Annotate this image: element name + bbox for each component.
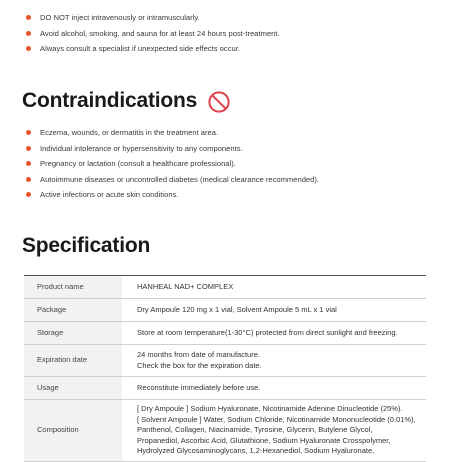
value-line: Propanediol, Ascorbic Acid, Glutathione, Sodium Hyaluronate Crosspolymer, — [137, 435, 391, 445]
table-row — [24, 322, 426, 345]
value-line: Store at room temperature(1-30°C) protected from direct sunlight and freezing. — [137, 327, 398, 337]
specification-table — [24, 275, 426, 462]
precaution-item: Always consult a specialist if unexpected side effects occur. — [23, 43, 280, 59]
specification-heading: Specification — [22, 234, 151, 257]
table-row — [24, 276, 426, 299]
contraindications-heading: Contraindications — [22, 89, 198, 112]
contraindication-item: Pregnancy or lactation (consult a healthcare professional). — [23, 158, 319, 174]
row-label-product-name: Product name — [24, 276, 122, 299]
row-value-product-name — [122, 276, 426, 299]
contraindication-item: Active infections or acute skin conditions. — [23, 189, 319, 205]
row-value-composition — [122, 400, 426, 462]
table-row — [24, 400, 426, 462]
row-label-expiration-date: Expiration date — [24, 345, 122, 377]
precaution-item: Avoid alcohol, smoking, and sauna for at least 24 hours post-treatment. — [23, 28, 280, 44]
value-line: Reconstitute immediately before use. — [137, 382, 261, 392]
row-value-storage — [122, 322, 426, 345]
value-line: [ Dry Ampoule ] Sodium Hyaluronate, Nicotinamide Adenine Dinucleotide (25%). — [137, 404, 403, 413]
value-line: Hydrolyzed Glycosaminoglycans, 1,2-Hexanediol, Sodium Hyaluronate, — [137, 446, 375, 455]
value-line: 24 months from date of manufacture. — [137, 350, 260, 359]
contraindication-item: Individual intolerance or hypersensitivity to any components. — [23, 143, 319, 159]
prohibited-icon — [207, 90, 231, 114]
precautions-list — [23, 12, 280, 59]
value-line: Panthenol, Collagen, Niacinamide, Tyrosine, Glycerin, Butylene Glycol, — [137, 425, 373, 434]
table-row — [24, 377, 426, 400]
row-label-package: Package — [24, 299, 122, 322]
row-value-usage — [122, 377, 426, 400]
value-line: Dry Ampoule 120 mg x 1 vial, Solvent Ampoule 5 mL x 1 vial — [137, 304, 337, 314]
table-row — [24, 299, 426, 322]
row-value-expiration-date — [122, 345, 426, 377]
contraindications-list — [23, 127, 319, 205]
table-row — [24, 345, 426, 377]
contraindication-item: Eczema, wounds, or dermatitis in the treatment area. — [23, 127, 319, 143]
row-label-storage: Storage — [24, 322, 122, 345]
value-line: Check the box for the expiration date. — [137, 360, 262, 370]
precaution-item: DO NOT inject intravenously or intramuscularly. — [23, 12, 280, 28]
row-label-usage: Usage — [24, 377, 122, 400]
value-line: HANHEAL NAD+ COMPLEX — [137, 281, 234, 291]
value-line: [ Solvent Ampoule ] Water, Sodium Chloride, Nicotinamide Mononucleotide (0.01%), — [137, 414, 416, 424]
row-label-composition: Composition — [24, 400, 122, 462]
contraindication-item: Autoimmune diseases or uncontrolled diabetes (medical clearance recommended). — [23, 174, 319, 190]
row-value-package — [122, 299, 426, 322]
